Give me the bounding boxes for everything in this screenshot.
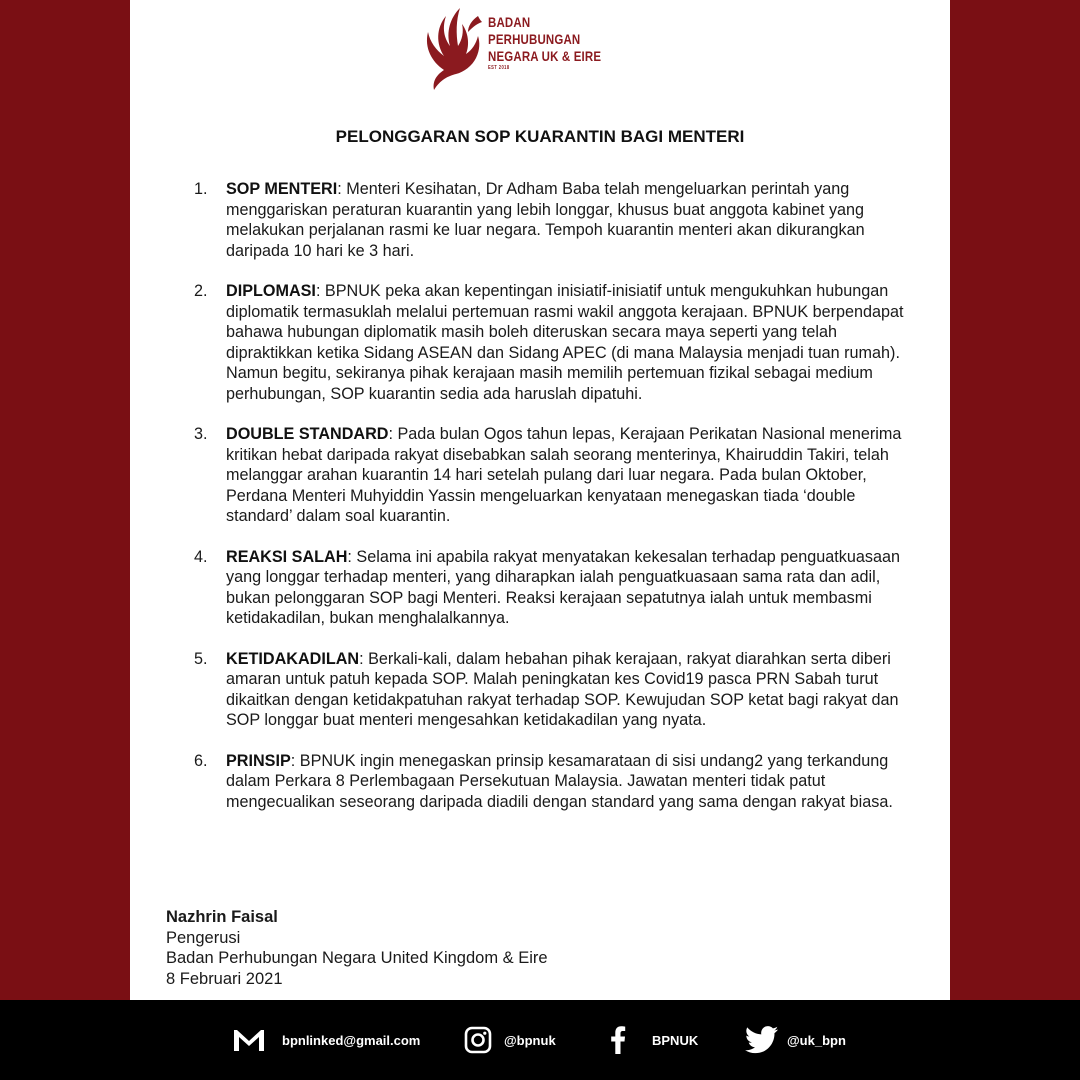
item-heading: PRINSIP	[226, 751, 291, 770]
item-number: 2.	[194, 282, 208, 300]
instagram-icon	[464, 1026, 492, 1054]
item-heading: DOUBLE STANDARD	[226, 425, 389, 443]
logo-established: EST 2018	[488, 65, 510, 71]
phoenix-icon	[420, 2, 490, 94]
logo-line-2: PERHUBUNGAN	[488, 31, 581, 47]
point-list	[194, 179, 904, 832]
logo-line-3: NEGARA UK & EIRE	[488, 48, 602, 64]
signatory-role: Pengerusi	[166, 928, 241, 947]
instagram-contact[interactable]	[464, 1024, 556, 1056]
item-text: : BPNUK peka akan kepentingan inisiatif-inisiatif untuk mengukuhkan hubungan diplomatik termasuklah melalui pertemuan rasmi wakil anggota kerajaan. BPNUK berpendapat bahawa hubungan diplomatik masih boleh diteruskan secara maya seperti yang telah dipraktikkan ketika Sidang ASEAN dan Sidang APEC (di mana Malaysia menjadi tuan rumah). Namun begitu, sekiranya pihak kerajaan masih memilih pertemuan fizikal sebagai medium perhubungan, SOP kuarantin sedia ada haruslah dipatuhi.	[226, 282, 904, 403]
list-item	[194, 547, 904, 629]
document-title: PELONGGARAN SOP KUARANTIN BAGI MENTERI	[335, 127, 745, 146]
facebook-contact[interactable]	[610, 1024, 698, 1056]
contact-footer	[0, 1000, 1080, 1080]
item-text: : Berkali-kali, dalam hebahan pihak kerajaan, rakyat diarahkan serta diberi amaran untuk patuh kepada SOP. Malah peningkatan kes Covid19 pasca PRN Sabah turut dikaitkan dengan ketidakpatuhan rakyat terhadap SOP. Kewujudan SOP ketat bagi rakyat dan SOP longgar buat menteri mengesahkan ketidakadilan yang nyata.	[226, 649, 899, 729]
list-item	[194, 179, 904, 261]
email-contact[interactable]	[232, 1024, 420, 1056]
document-date: 8 Februari 2021	[166, 969, 283, 988]
document-page	[130, 0, 950, 1000]
list-item	[194, 281, 904, 404]
item-number: 4.	[194, 547, 208, 566]
facebook-icon	[610, 1026, 626, 1054]
item-number: 6.	[194, 751, 208, 770]
gmail-icon	[232, 1028, 266, 1052]
twitter-icon	[745, 1026, 779, 1054]
list-item	[194, 424, 904, 527]
item-heading: KETIDAKADILAN	[226, 649, 360, 668]
twitter-contact[interactable]	[745, 1024, 846, 1056]
logo-line-1: BADAN	[488, 14, 531, 30]
instagram-handle: @bpnuk	[504, 1032, 556, 1048]
item-heading: REAKSI SALAH	[226, 547, 348, 566]
signatory-name: Nazhrin Faisal	[166, 908, 278, 926]
item-number: 1.	[194, 180, 208, 198]
item-heading: SOP MENTERI	[226, 180, 338, 198]
signature-block	[166, 907, 548, 989]
item-number: 3.	[194, 425, 208, 443]
email-address: bpnlinked@gmail.com	[282, 1032, 421, 1048]
item-text: : BPNUK ingin menegaskan prinsip kesamarataan di sisi undang2 yang terkandung dalam Perkara 8 Perlembagaan Persekutuan Malaysia. Jawatan menteri tidak patut mengecualikan seseorang daripada diadili dengan standard yang sama dengan rakyat biasa.	[226, 751, 893, 811]
item-heading: DIPLOMASI	[226, 282, 316, 300]
item-text: : Menteri Kesihatan, Dr Adham Baba telah mengeluarkan perintah yang menggariskan peraturan kuarantin yang lebih longgar, khusus buat anggota kabinet yang melakukan perjalanan rasmi ke luar negara. Tempoh kuarantin menteri akan dikurangkan daripada 10 hari ke 3 hari.	[226, 180, 865, 260]
item-number: 5.	[194, 649, 208, 668]
bpnuk-logo	[420, 2, 620, 94]
list-item	[194, 751, 904, 813]
twitter-handle: @uk_bpn	[787, 1032, 846, 1048]
list-item	[194, 649, 904, 731]
facebook-page: BPNUK	[652, 1032, 699, 1048]
signatory-organisation: Badan Perhubungan Negara United Kingdom & Eire	[166, 949, 548, 967]
item-text: : Selama ini apabila rakyat menyatakan kekesalan terhadap penguatkuasaan yang longgar terhadap menteri, yang diharapkan ialah penguatkuasaan sama rata dan adil, bukan pelonggaran SOP bagi Menteri. Reaksi kerajaan sepatutnya ialah untuk membasmi ketidakadilan, bukan menghalalkannya.	[226, 547, 900, 627]
item-text: : Pada bulan Ogos tahun lepas, Kerajaan Perikatan Nasional menerima kritikan hebat daripada rakyat disebabkan salah seorang menterinya, Khairuddin Takiri, telah melanggar arahan kuarantin 14 hari setelah pulang dari luar negara. Pada bulan Oktober, Perdana Menteri Muhyiddin Yassin mengeluarkan kenyataan menegaskan tiada ‘double standard’ dalam soal kuarantin.	[226, 425, 902, 525]
